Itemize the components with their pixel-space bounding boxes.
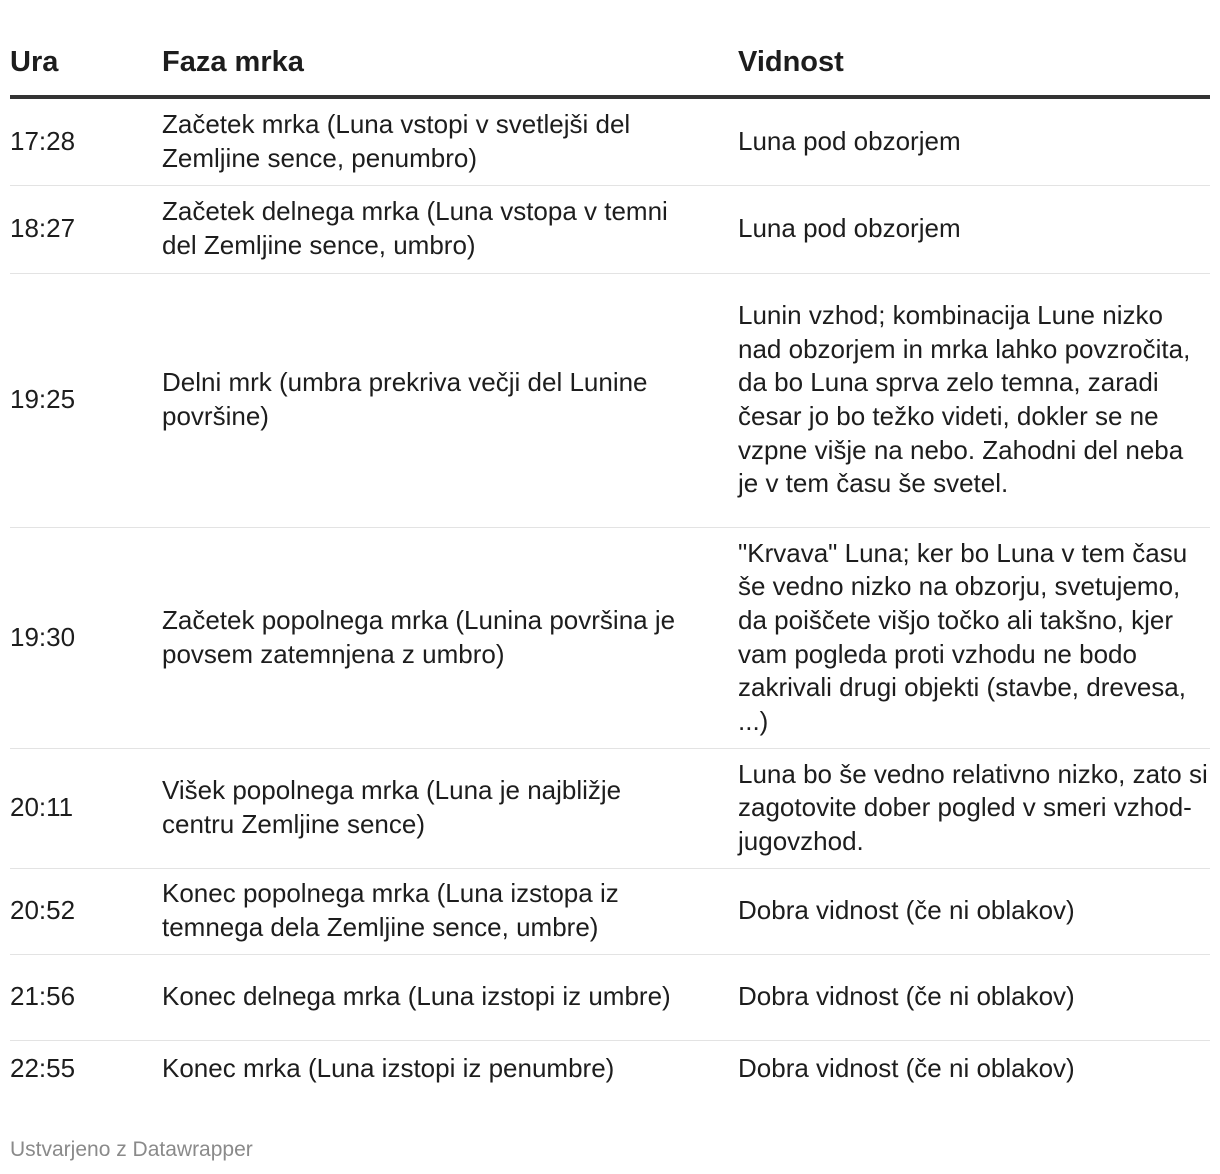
table-row: [10, 868, 1210, 954]
phase-cell: [162, 97, 738, 185]
phase-text: Delni mrk (umbra prekriva večji del Lunine površine): [162, 367, 648, 431]
column-header-time[interactable]: Ura: [10, 0, 162, 97]
table-row: [10, 954, 1210, 1040]
visibility-text: Luna bo še vedno relativno nizko, zato si zagotovite dober pogled v smeri vzhod-jugovzhod.: [738, 758, 1208, 856]
table-row: [10, 273, 1210, 527]
time-cell: 19:25: [10, 273, 162, 527]
visibility-text: Luna pod obzorjem: [738, 125, 961, 156]
phase-cell: [162, 273, 738, 527]
visibility-text: Dobra vidnost (če ni oblakov): [738, 1053, 1075, 1084]
table-row: [10, 1040, 1210, 1098]
table-row: [10, 185, 1210, 273]
table-row: [10, 97, 1210, 185]
phase-text: Konec popolnega mrka (Luna izstopa iz temnega dela Zemljine sence, umbre): [162, 878, 619, 942]
phase-cell: [162, 527, 738, 748]
phase-cell: [162, 748, 738, 868]
column-header-phase[interactable]: Faza mrka: [162, 0, 738, 97]
phase-cell: [162, 954, 738, 1040]
time-cell: 21:56: [10, 954, 162, 1040]
phase-cell: [162, 185, 738, 273]
time-cell: 20:52: [10, 868, 162, 954]
table-header-row: [10, 0, 1210, 97]
time-cell: 19:30: [10, 527, 162, 748]
visibility-text: Dobra vidnost (če ni oblakov): [738, 895, 1075, 926]
phase-text: Začetek delnega mrka (Luna vstopa v temni del Zemljine sence, umbro): [162, 196, 668, 260]
visibility-cell: [738, 185, 1210, 273]
phase-cell: [162, 868, 738, 954]
datawrapper-credit[interactable]: Ustvarjeno z Datawrapper: [10, 1138, 253, 1161]
eclipse-table-container: [10, 0, 1210, 1098]
visibility-text: "Krvava" Luna; ker bo Luna v tem času še vedno nizko na obzorju, svetujemo, da poiščete višjo točko ali takšno, kjer vam pogleda proti vzhodu ne bodo zakrivali drugi objekti (stavbe, drevesa, ...): [738, 537, 1188, 736]
phase-text: Konec mrka (Luna izstopi iz penumbre): [162, 1053, 615, 1084]
phase-text: Začetek popolnega mrka (Lunina površina je povsem zatemnjena z umbro): [162, 604, 676, 669]
table-row: [10, 527, 1210, 748]
visibility-text: Dobra vidnost (če ni oblakov): [738, 981, 1075, 1012]
phase-cell: [162, 1040, 738, 1098]
visibility-cell: [738, 954, 1210, 1040]
phase-text: Konec delnega mrka (Luna izstopi iz umbre): [162, 981, 671, 1012]
visibility-cell: [738, 748, 1210, 868]
table-row: [10, 748, 1210, 868]
time-cell: 20:11: [10, 748, 162, 868]
time-cell: 22:55: [10, 1053, 76, 1084]
visibility-cell: [738, 97, 1210, 185]
visibility-cell: [738, 273, 1210, 527]
time-cell: 17:28: [10, 97, 162, 185]
time-cell: 18:27: [10, 185, 162, 273]
phase-text: Začetek mrka (Luna vstopi v svetlejši del Zemljine sence, penumbro): [162, 109, 631, 173]
phase-text: Višek popolnega mrka (Luna je najbližje centru Zemljine sence): [162, 775, 622, 839]
visibility-text: Luna pod obzorjem: [738, 213, 961, 244]
visibility-cell: [738, 1040, 1210, 1098]
visibility-text: Lunin vzhod; kombinacija Lune nizko nad obzorjem in mrka lahko povzročita, da bo Luna sprva zelo temna, zaradi česar jo bo težko videti, dokler se ne vzpne višje na nebo. Zahodni del neba je v tem času še svetel.: [738, 300, 1191, 499]
eclipse-table: [10, 0, 1210, 1098]
column-header-visibility[interactable]: Vidnost: [738, 0, 1210, 97]
visibility-cell: [738, 868, 1210, 954]
visibility-cell: [738, 527, 1210, 748]
